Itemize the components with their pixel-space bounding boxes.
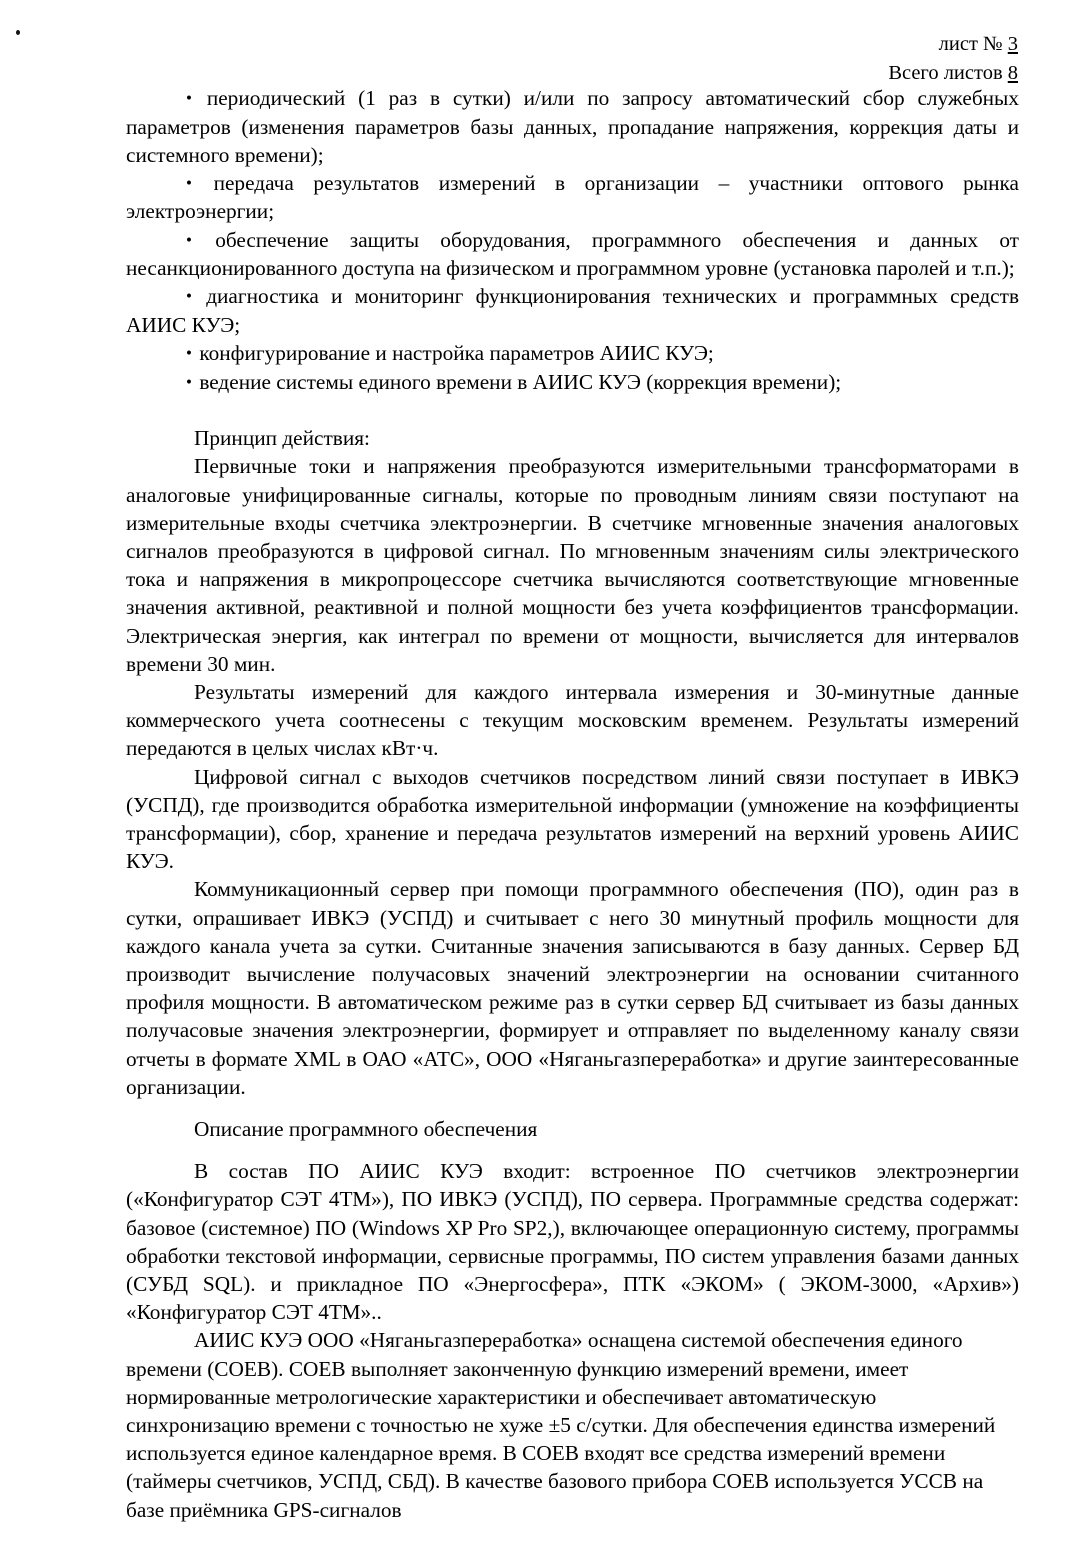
list-item [126,282,1019,339]
bullet-icon: • [186,88,194,108]
software-paragraph-2: АИИС КУЭ ООО «Няганьгазпереработка» оснащена системой обеспечения единого времени (СОЕВ). СОЕВ выполняет законченную функцию измерений времени, имеет нормированные метрологические характеристики и обеспечивает автоматическую синхронизацию времени с точностью не хуже ±5 с/сутки. Для обеспечения единства измерений используется единое календарное время. В СОЕВ входят все средства измерений времени (таймеры счетчиков, УСПД, СБД). В качестве базового прибора СОЕВ используется УССВ на базе приёмника GPS-сигналов [126,1328,996,1522]
principle-paragraph-2: Результаты измерений для каждого интервала измерения и 30-минутные данные коммерческого учета соотнесены с текущим московским временем. Результаты измерений передаются в целых числах кВт·ч. [126,679,1019,761]
spacer [126,396,1019,424]
spacer [126,1143,1019,1157]
sheet-label: лист № [938,33,1003,55]
page-header [888,30,1018,88]
software-heading: Описание программного обеспечения [194,1116,538,1141]
list-item-text: периодический (1 раз в сутки) и/или по запросу автоматический сбор служебных параметров (изменения параметров базы данных, пропадание напряжения, коррекция даты и системного времени); [126,86,1020,167]
bullet-icon: • [186,173,194,193]
principle-paragraph-3: Цифровой сигнал с выходов счетчиков посредством линий связи поступает в ИВКЭ (УСПД), где производится обработка измерительной информации (умножение на коэффициенты трансформации), сбор, хранение и передача результатов измерений на верхний уровень АИИС КУЭ. [126,764,1019,874]
bullet-icon: • [186,229,194,249]
sheet-number: 3 [1007,33,1018,55]
scan-artifact-speck [16,30,20,35]
list-item-text: диагностика и мониторинг функционирования технических и программных средств АИИС КУЭ; [126,284,1020,337]
bullet-icon: • [186,286,194,306]
document-body [126,84,1019,1524]
list-item-text: ведение системы единого времени в АИИС КУЭ (коррекция времени); [199,369,842,394]
list-item [126,84,1019,169]
list-item-text: конфигурирование и настройка параметров АИИС КУЭ; [199,341,714,366]
list-item [126,169,1019,226]
list-item [126,226,1019,283]
bullet-icon: • [186,371,194,391]
software-paragraph-1: В состав ПО АИИС КУЭ входит: встроенное ПО счетчиков электроэнергии («Конфигуратор СЭТ 4ТМ»), ПО ИВКЭ (УСПД), ПО сервера. Программные средства содержат: базовое (системное) ПО (Windows XP Pro SP2,), включающее операционную систему, программы обработки текстовой информации, сервисные программы, ПО систем управления базами данных (СУБД SQL). и прикладное ПО «Энергосфера», ПТК «ЭКОМ» ( ЭКОМ-3000, «Архив») «Конфигуратор СЭТ 4ТМ».. [126,1159,1019,1325]
list-item-text: передача результатов измерений в организации – участники оптового рынка электроэнергии; [126,170,1019,224]
list-item [126,339,1019,368]
principle-paragraph-1: Первичные токи и напряжения преобразуются измерительными трансформаторами в аналоговые унифицированные сигналы, которые по проводным линиям связи поступают на измерительные входы счетчика электроэнергии. В счетчике мгновенные значения аналоговых сигналов преобразуются в цифровой сигнал. По мгновенным значениям силы электрического тока и напряжения в микропроцессоре счетчика вычисляются соответствующие мгновенные значения активной, реактивной и полной мощности без учета коэффициентов трансформации. Электрическая энергия, как интеграл по времени от мощности, вычисляется для интервалов времени 30 мин. [126,454,1019,676]
total-sheets-label: Всего листов [888,62,1003,85]
sheet-number-line [888,30,1018,59]
spacer [126,1101,1019,1115]
list-item-text: обеспечение защиты оборудования, программного обеспечения и данных от несанкционированного доступа на физическом и программном уровне (установка паролей и т.п.); [126,227,1019,281]
total-sheets-number: 8 [1007,62,1018,85]
capabilities-bullet-list [126,84,1019,396]
principle-paragraph-4: Коммуникационный сервер при помощи программного обеспечения (ПО), один раз в сутки, опрашивает ИВКЭ (УСПД) и считывает с него 30 минутный профиль мощности для каждого канала учета за сутки. Считанные значения записываются в базу данных. Сервер БД производит вычисление получасовых значений электроэнергии на основании считанного профиля мощности. В автоматическом режиме раз в сутки сервер БД считывает из базы данных получасовые значения электроэнергии, формирует и отправляет по выделенному каналу связи отчеты в формате XML в ОАО «АТС», ООО «Няганьгазпереработка» и другие заинтересованные организации. [126,877,1019,1099]
principle-heading: Принцип действия: [194,426,370,451]
bullet-icon: • [186,343,194,363]
list-item [126,368,1019,397]
